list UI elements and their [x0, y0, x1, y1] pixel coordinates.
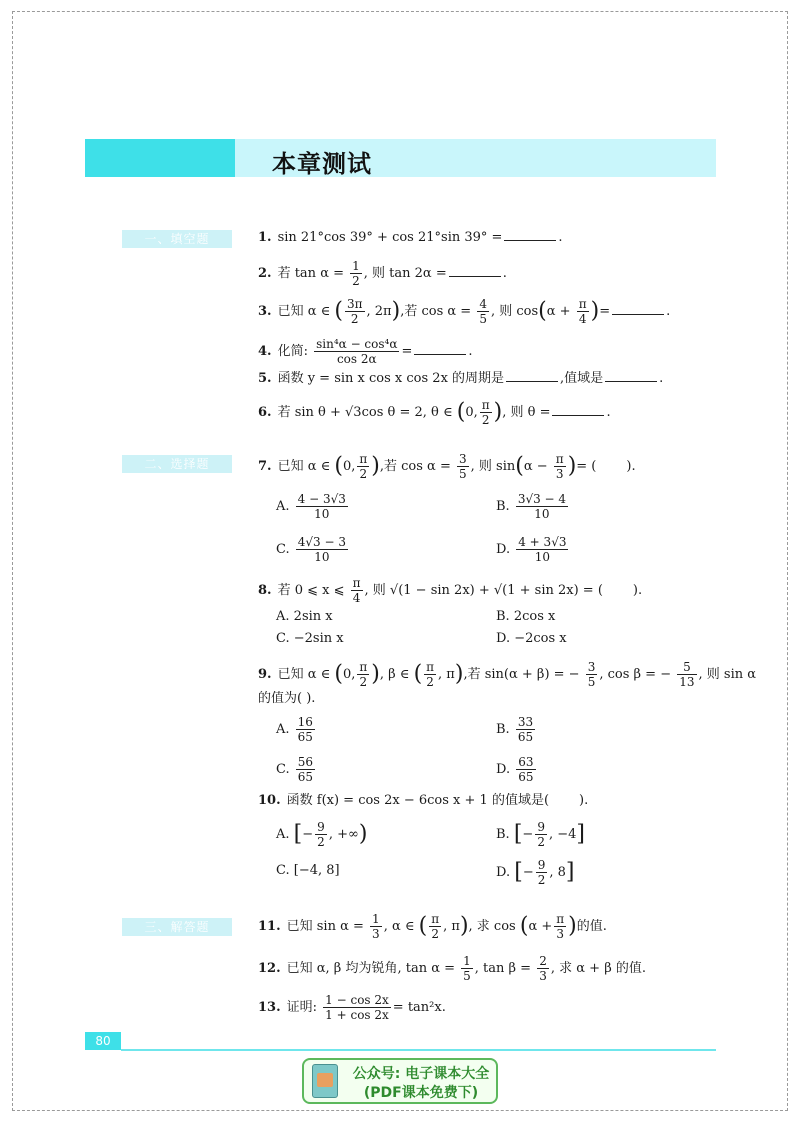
question-8: 8. 若 0 ⩽ x ⩽ $\frac{\pi}{4}$ , 则 √(1 − sin 2x) + √(1 + sin 2x) = ( ).: [258, 576, 643, 605]
answer-blank: [414, 342, 466, 355]
fraction: $\frac{\pi}{3}$: [555, 452, 564, 481]
question-2: 2. 若 tan α = $\frac{1}{2}$ , 则 tan 2α = .: [258, 259, 507, 288]
question-10: 10. 函数 f(x) = cos 2x − 6cos x + 1 的值域是( ).: [258, 793, 589, 808]
section-label-answer: 三、解答题: [122, 918, 232, 936]
fraction: $\frac{\text{sin⁴α − cos⁴α}}{\cos 2\alpha}$: [316, 337, 398, 366]
title-accent-block: [85, 139, 235, 177]
fraction: $\frac{\pi}{2}$: [359, 452, 368, 481]
question-12: 12. 已知 α, β 均为锐角, tan α = $\frac{1}{5}$ , tan β = $\frac{2}{3}$ , 求 α + β 的值.: [258, 954, 646, 983]
option-8d: D. −2cos x: [496, 631, 567, 646]
watermark-stamp: [302, 1058, 498, 1104]
option-7a: A. $\frac{4 - 3√3}{10}$: [276, 492, 346, 521]
section-label-choice: 二、选择题: [122, 455, 232, 473]
fraction: $\frac{5}{13}$: [679, 660, 695, 689]
answer-blank: [612, 302, 664, 315]
option-10d: D. [− $\frac{9}{2}$ , 8]: [496, 858, 575, 887]
option-9b: B. $\frac{33}{65}$: [496, 715, 534, 744]
answer-blank: [506, 369, 558, 382]
question-number: 5.: [258, 371, 272, 386]
question-number: 6.: [258, 405, 272, 420]
option-8b: B. 2cos x: [496, 609, 556, 624]
question-9: 9. 已知 α ∈ (0, $\frac{\pi}{2}$ ), β ∈ ( $\frac{\pi}{2}$ , π),若 sin(α + β) = − $\frac{3}{5}$ , cos β = − $\frac{5}{13}$ , 则 sin α: [258, 660, 757, 689]
question-number: 13.: [258, 1000, 281, 1015]
option-7c: C. $\frac{4√3 - 3}{10}$: [276, 535, 346, 564]
question-3: 3. 已知 α ∈ ( $\frac{3\pi}{2}$ , 2π),若 cos α = $\frac{4}{5}$ , 则 cos(α + $\frac{\pi}{4}$ )= .: [258, 297, 671, 326]
question-11: 11. 已知 sin α = $\frac{1}{3}$ , α ∈ ( $\frac{\pi}{2}$ , π), 求 cos (α + $\frac{\pi}{3}$ )的值.: [258, 912, 607, 941]
option-9a: A. $\frac{16}{65}$: [276, 715, 313, 744]
fraction: $\frac{\pi}{2}$: [481, 398, 490, 427]
question-9-line2: 的值为( ).: [258, 691, 316, 706]
option-8a: A. 2sin x: [276, 609, 333, 624]
question-7: 7. 已知 α ∈ (0, $\frac{\pi}{2}$ ),若 cos α = $\frac{3}{5}$ , 则 sin(α − $\frac{\pi}{3}$ )= ( ).: [258, 452, 636, 481]
question-number: 1.: [258, 230, 272, 245]
option-9d: D. $\frac{63}{65}$: [496, 755, 534, 784]
question-number: 9.: [258, 667, 272, 682]
question-number: 2.: [258, 266, 272, 281]
question-number: 10.: [258, 793, 281, 808]
fraction: $\frac{1}{3}$: [372, 912, 380, 941]
question-13: 13. 证明: $\frac{1 - \cos 2x}{1 + \cos 2x}$ = tan²x.: [258, 993, 446, 1022]
fraction: $\frac{\pi}{2}$: [426, 660, 435, 689]
question-number: 12.: [258, 961, 281, 976]
option-7b: B. $\frac{3√3 - 4}{10}$: [496, 492, 567, 521]
section-label-fill-in: 一、填空题: [122, 230, 232, 248]
answer-blank: [449, 264, 501, 277]
page-number: 80: [85, 1032, 121, 1050]
footer-rule: [121, 1049, 716, 1051]
option-10a: A. [− $\frac{9}{2}$ , +∞): [276, 820, 368, 849]
fraction: $\frac{\pi}{3}$: [556, 912, 565, 941]
watermark-line-2: (PDF课本免费下): [363, 1085, 479, 1101]
question-1: 1. sin 21°cos 39° + cos 21°sin 39° = .: [258, 230, 563, 245]
answer-blank: [552, 403, 604, 416]
answer-blank: [504, 228, 556, 241]
option-10b: B. [− $\frac{9}{2}$ , −4]: [496, 820, 585, 849]
fraction: $\frac{\pi}{4}$: [578, 297, 587, 326]
fraction: $\frac{1 - \cos 2x}{1 + \cos 2x}$: [325, 993, 389, 1022]
answer-blank: [605, 369, 657, 382]
fraction: $\frac{\pi}{2}$: [431, 912, 440, 941]
fraction: $\frac{3}{5}$: [459, 452, 467, 481]
fraction: $\frac{2}{3}$: [539, 954, 547, 983]
fraction: $\frac{4}{5}$: [479, 297, 487, 326]
option-9c: C. $\frac{56}{65}$: [276, 755, 314, 784]
fraction: $\frac{1}{5}$: [463, 954, 471, 983]
question-number: 4.: [258, 344, 272, 359]
option-10c: C. [−4, 8]: [276, 863, 340, 878]
question-6: 6. 若 sin θ + √3cos θ = 2, θ ∈ (0, $\frac{\pi}{2}$ ), 则 θ = .: [258, 398, 611, 427]
question-5: 5. 函数 y = sin x cos x cos 2x 的周期是 ,值域是 .: [258, 371, 664, 386]
option-8c: C. −2sin x: [276, 631, 344, 646]
question-number: 3.: [258, 304, 272, 319]
fraction: $\frac{3\pi}{2}$: [346, 297, 363, 326]
watermark-line-1: 公众号: 电子课本大全: [352, 1066, 490, 1082]
fraction: $\frac{3}{5}$: [587, 660, 596, 689]
question-number: 7.: [258, 459, 272, 474]
question-number: 11.: [258, 919, 281, 934]
chapter-title: 本章测试: [272, 150, 372, 178]
question-text: sin 21°cos 39° + cos 21°sin 39° =: [277, 230, 503, 245]
fraction: $\frac{\pi}{4}$: [352, 576, 361, 605]
fraction: $\frac{\pi}{2}$: [359, 660, 368, 689]
book-icon: [312, 1064, 338, 1098]
fraction: $\frac{1}{2}$: [352, 259, 360, 288]
question-number: 8.: [258, 583, 272, 598]
question-4: 4. 化简: $\frac{\text{sin⁴α − cos⁴α}}{\cos 2\alpha}$ = .: [258, 337, 473, 366]
option-7d: D. $\frac{4 + 3√3}{10}$: [496, 535, 567, 564]
